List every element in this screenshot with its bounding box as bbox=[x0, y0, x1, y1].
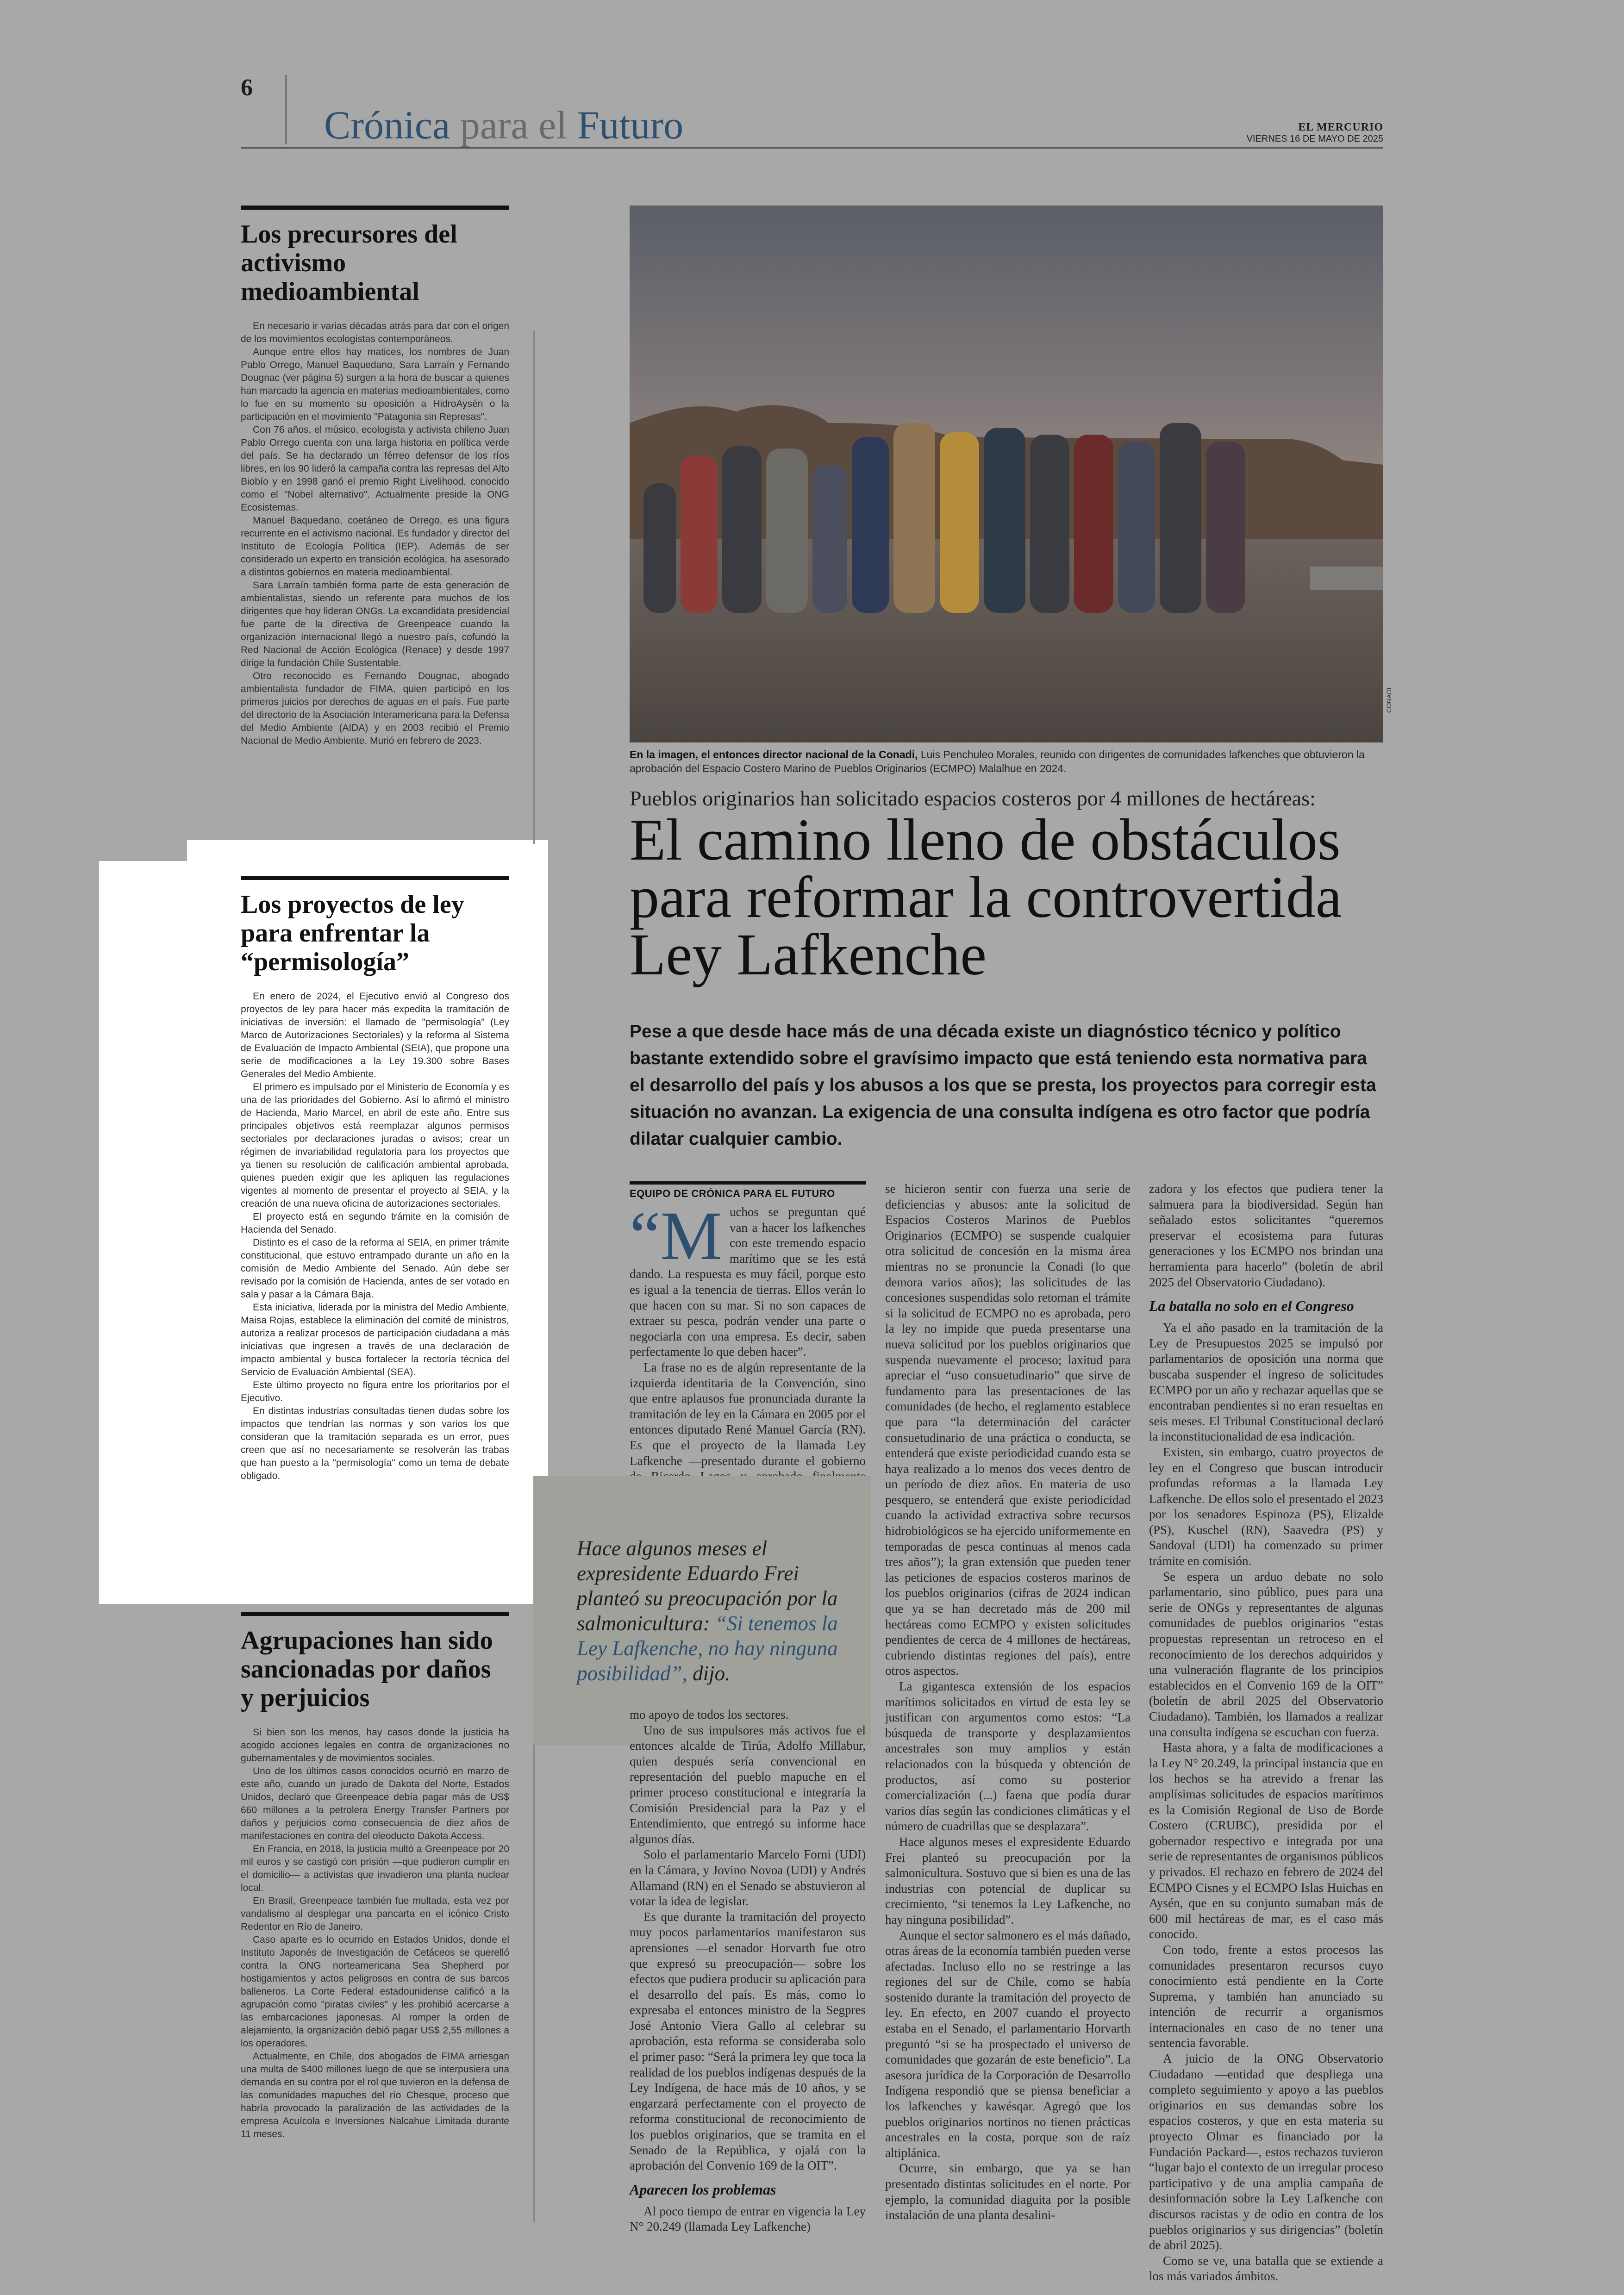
paragraph: Actualmente, en Chile, dos abogados de FIMA arriesgan una multa de $400 millones luego de que se interpusiera una demanda en su contra por el rol que tuvieron en la defensa de las comunidades mapuches del río Chesque, proceso que habría provocado la paralización de las actividades de la empresa Acuícola e Inversiones Nalcahue Limitada durante 11 meses. bbox=[241, 2051, 509, 2139]
paragraph: Ocurre, sin embargo, que ya se han presentado distintas solicitudes en el norte. Por ejemplo, la comunidad diaguita por la posible instalación de una planta desalini- bbox=[885, 2161, 1131, 2222]
paragraph: Existen, sin embargo, cuatro proyectos de ley en el Congreso que buscan introducir profundas reformas a la llamada Ley Lafkenche. De ellos solo el presentado el 2023 por los senadores Espinoza (PS), Elizalde (PS), Kuschel (RN), Saavedra (PS) y Sandoval (UDI) ha comenzado su primer trámite en comisión. bbox=[1149, 1445, 1383, 1568]
body-column-3 bbox=[1149, 1181, 1383, 2283]
column-divider bbox=[533, 331, 535, 844]
paragraph: Distinto es el caso de la reforma al SEIA, en primer trámite constitucional, que estuvo entrampado durante un año en la comisión de Medio Ambiente del Senado. Aún debe ser revisado por la comisión de Hacienda, antes de ser votado en sala y pasar a la Cámara Baja. bbox=[241, 1237, 509, 1300]
sidebar-body bbox=[241, 320, 509, 748]
pull-quote-end: dijo. bbox=[687, 1662, 731, 1685]
paragraph: Si bien son los menos, hay casos donde la justicia ha acogido acciones legales en contra de organizaciones no gubernamentales y de movimientos sociales. bbox=[241, 1727, 509, 1764]
sea bbox=[1310, 567, 1383, 590]
section-title-last: Futuro bbox=[577, 103, 684, 147]
photo-caption bbox=[630, 748, 1383, 775]
sidebar-agrupaciones bbox=[241, 1612, 509, 2141]
highlight-panel-notch bbox=[99, 840, 187, 861]
sidebar-body bbox=[241, 1726, 509, 2141]
paragraph: Con 76 años, el músico, ecologista y activista chileno Juan Pablo Orrego cuenta con una larga historia en política verde del país. Se ha declarado un férreo defensor de los ríos libres, en los 90 lideró la campaña contra las represas del Alto Biobío y en 1998 ganó el premio Right Livelihood, conocido como el "Nobel alternativo". Actualmente preside la ONG Ecosistemas. bbox=[241, 424, 509, 513]
article-headline: El camino lleno de obstáculos para reformar la controvertida Ley Lafkenche bbox=[630, 807, 1342, 987]
sidebar-rule bbox=[241, 876, 509, 880]
paragraph: Otro reconocido es Fernando Dougnac, abogado ambientalista fundador de FIMA, quien participó en los primeros juicios por derechos de aguas en el país. Fue parte del directorio de la Asociación Interamericana para la Defensa del Medio Ambiente (AIDA) y en 2003 recibió el Premio Nacional de Medio Ambiente. Murió en febrero de 2023. bbox=[241, 671, 509, 746]
byline: EQUIPO DE CRÓNICA PARA EL FUTURO bbox=[630, 1188, 835, 1199]
sidebar-title: Los precursores del activismo medioambiental bbox=[241, 220, 457, 306]
article-kicker: Pueblos originarios han solicitado espacios costeros por 4 millones de hectáreas: bbox=[630, 786, 1316, 810]
masthead bbox=[1247, 121, 1383, 144]
header-divider bbox=[285, 75, 287, 144]
paragraph: zadora y los efectos que pudiera tener la salmuera para la biodiversidad. Según han señalado estos solicitantes “queremos preservar el ecosistema para futuras generaciones y los ECMPO nos brindan una herramienta para hacerlo” (boletín de abril 2025 del Observatorio Ciudadano). bbox=[1149, 1182, 1383, 1289]
paragraph: Aunque entre ellos hay matices, los nombres de Juan Pablo Orrego, Manuel Baquedano, Sara Larraín y Fernando Dougnac (ver página 5) surgen a la hora de buscar a quienes han marcado la agencia en materias medioambientales, como lo fue en su momento su oposición a HidroAysén o la participación en el movimiento "Patagonia sin Represas". bbox=[241, 347, 509, 422]
caption-lead: En la imagen, el entonces director nacional de la Conadi, bbox=[630, 748, 918, 761]
paragraph: La gigantesca extensión de los espacios marítimos solicitados en virtud de esta ley se justifican con argumentos como estos: “La búsqueda de transporte y desplazamientos ancestrales son muy amplios y están relacionados con la búsqueda y obtención de productos, así como su posterior comercialización (...) faena que podía durar varios días según las condiciones climáticas y el número de cuadrillas que se desplazara”. bbox=[885, 1679, 1131, 1834]
body-column-2 bbox=[885, 1181, 1131, 2226]
subheading: Aparecen los problemas bbox=[630, 2181, 776, 2198]
paragraph: El primero es impulsado por el Ministerio de Economía y es una de las prioridades del Gobierno. Así lo afirmó el ministro de Hacienda, Mario Marcel, en abril de este año. Entre sus principales objetivos está reemplazar algunos permisos sectoriales por declaraciones juradas o avisos; crear un régimen de invariabilidad regulatoria para los proyectos que ya tienen su resolución de calificación ambiental aprobada, quienes pueden exigir que les apliquen las regulaciones vigentes al momento de presentar el proyecto al SEIA, y la creación de una nueva oficina de autorizaciones sectoriales. bbox=[241, 1082, 509, 1209]
group-photo bbox=[630, 206, 1383, 742]
paragraph: Uno de sus impulsores más activos fue el entonces alcalde de Tirúa, Adolfo Millabur, quien después sería convencional en representación del pueblo mapuche en el primer proceso constitucional e integraría la Comisión Presidencial para la Paz y el Entendimiento, que entregó su informe hace algunos días. bbox=[630, 1723, 866, 1846]
photo-credit: CONADI bbox=[1385, 687, 1393, 713]
paragraph: Uno de los últimos casos conocidos ocurrió en marzo de este año, cuando un jurado de Dakota del Norte, Estados Unidos, declaró que Greenpeace debía pagar más de US$ 660 millones a la petrolera Energy Transfer Partners por daños y perjuicios como consecuencia de diez años de manifestaciones en contra del oleoducto Dakota Access. bbox=[241, 1766, 509, 1841]
sidebar-title: Los proyectos de ley para enfrentar la “permisología” bbox=[241, 890, 464, 976]
subheading: La batalla no solo en el Congreso bbox=[1149, 1297, 1354, 1315]
paragraph: Manuel Baquedano, coetáneo de Orrego, es una figura recurrente en el activismo nacional. Es fundador y director del Instituto de Ecología Política (IEP). Además de ser considerado un experto en transición ecológica, ha asesorado a distintos gobiernos en materia medioambiental. bbox=[241, 515, 509, 578]
paragraph: se hicieron sentir con fuerza una serie de deficiencias y abusos: ante la solicitud de Espacios Costeros Marinos de Pueblos Originarios (ECMPO) se suspende cualquier otra solicitud de concesión en la misma área mientras no se pronuncie la Conadi (lo que demora varios años); las solicitudes de las concesiones suspendidas solo retoman el trámite si la solicitud de ECMPO no es aprobada, pero la ley no impide que pueda presentarse una nueva solicitud por los pueblos originarios que suspenda nuevamente el proceso; laxitud para apreciar el “uso consuetudinario” que sirve de fundamento para las presentaciones de las comunidades (de hecho, el reglamento establece que para “la determinación del carácter consuetudinario de una práctica o conducta, se entenderá que existe periodicidad cuando esta se haya realizado a lo menos dos veces dentro de un período de diez años. En materia de uso pesquero, se entenderá que existe periodicidad cuando la actividad extractiva sobre recursos hidrobiológicos se ha ejercido uniformemente en temporadas de pesca continuas al menos cada tres años”); la gran extensión que pueden tener las peticiones de espacios costeros marinos de los pueblos originarios (cifras de 2024 indican que ya se han decretado más de 200 mil hectáreas como ECMPO y existen solicitudes pendientes de cerca de 4 millones de hectáreas, cubriendo distintas regiones del país), entre otros aspectos. bbox=[885, 1182, 1131, 1678]
paragraph: uchos se preguntan qué van a hacer los lafkenches con este tremendo espacio marítimo que se les está dando. La respuesta es muy fácil, porque esto es igual a la tenencia de tierras. Ellos verán lo que hacen con su mar. Si no son capaces de extraer su pesca, podrán vender una parte o negociarla con una empresa. Es decir, saben perfectamente lo que deben hacer”. bbox=[630, 1205, 866, 1359]
paragraph: A juicio de la ONG Observatorio Ciudadano —entidad que despliega una completo seguimiento y apoyo a las pueblos originarios en sus demandas sobre los espacios costeros, y que en esta materia su proyecto Olmar es financiado por la Fundación Packard—, estos rechazos tuvieron “lugar bajo el contexto de un irregular proceso participativo y de una amplia campaña de desinformación sobre la Ley Lafkenche con discursos racistas y de odio en contra de los pueblos originarios y sus dirigencias” (boletín de abril 2025). bbox=[1149, 2052, 1383, 2252]
paragraph: Con todo, frente a estos procesos las comunidades presentaron recursos cuyo conocimiento está pendiente en la Corte Suprema, y también han anunciado su intención de recurrir a organismos internacionales en caso de no tener una sentencia favorable. bbox=[1149, 1942, 1383, 2050]
section-title-first: Crónica bbox=[324, 103, 450, 147]
body-column-1-continued bbox=[630, 1707, 866, 2234]
sidebar-rule bbox=[241, 206, 509, 210]
paragraph: En Francia, en 2018, la justicia multó a Greenpeace por 20 mil euros y se castigó con prisión —que pudieron cumplir en el domicilio— a activistas que invadieron una planta nuclear local. bbox=[241, 1844, 509, 1893]
caption-text: Luis Penchuleo Morales, reunido con dirigentes de comunidades lafkenches que obtuvieron la aprobación del Espacio Costero Marino de Pueblos Originarios (ECMPO) Malalhue en 2024. bbox=[630, 748, 1365, 774]
paragraph: Como se ve, una batalla que se extiende a los más variados ámbitos. bbox=[1149, 2253, 1383, 2283]
pull-quote bbox=[577, 1536, 855, 1686]
paragraph: Es que durante la tramitación del proyecto muy pocos parlamentarios manifestaron sus aprensiones —el senador Horvarth fue otro que expresó su preocupación— sobre los efectos que pudiera producir su aplicación para el desarrollo del país. Es más, como lo expresaba el entonces ministro de la Segpres José Antonio Viera Gallo al celebrar su aprobación, esta reforma se consideraba solo el primer paso: “Será la primera ley que toca la realidad de los pueblos indígenas después de la Ley Indígena, de hace más de 10 años, y se engarzará perfectamente con el proyecto de reforma constitucional de reconocimiento de los pueblos originarios, que se tramita en el Senado de la República, y ojalá con la aprobación del Convenio 169 de la OIT”. bbox=[630, 1909, 866, 2173]
paragraph: Aunque el sector salmonero es el más dañado, otras áreas de la economía también pueden verse afectadas. Incluso ello no se restringe a las regiones del sur de Chile, como se había sostenido durante la tramitación del proyecto de ley. En efecto, en 2007 cuando el proyecto estaba en el Senado, el parlamentario Horvarth preguntó “si se ha prospectado el universo de comunidades que gozarán de este beneficio”. La asesora jurídica de la Corporación de Desarrollo Indígena respondió que se piensa beneficiar a los lafkenches y kawésqar. Agregó que los pueblos originarios nortinos no tienen prácticas ancestrales en la costa, porque son de raíz altiplánica. bbox=[885, 1928, 1131, 2160]
body-column-1 bbox=[630, 1197, 866, 1468]
paragraph: Este último proyecto no figura entre los prioritarios por el Ejecutivo. bbox=[241, 1380, 509, 1403]
header-rule bbox=[241, 147, 1383, 149]
paragraph: En distintas industrias consultadas tienen dudas sobre los impactos que tendrían las normas y son varios los que consideran que la tramitación separada es un error, pues creen que así no necesariamente se resolverán las trabas que han puesto a la "permisología" como un tema de debate obligado. bbox=[241, 1406, 509, 1481]
article-lead: Pese a que desde hace más de una década existe un diagnóstico técnico y político bastante extendido sobre el gravísimo impacto que está teniendo esta normativa para el desarrollo del país y los abusos a los que se presta, los proyectos para corregir esta situación no avanzan. La exigencia de una consulta indígena es otro factor que podría dilatar cualquier cambio. bbox=[630, 1022, 1376, 1149]
paragraph: Solo el parlamentario Marcelo Forni (UDI) en la Cámara, y Jovino Novoa (UDI) y Andrés Allamand (RN) en el Senado se abstuvieron al votar la idea de legislar. bbox=[630, 1847, 866, 1908]
sidebar-rule bbox=[241, 1612, 509, 1616]
paragraph: El proyecto está en segundo trámite en la comisión de Hacienda del Senado. bbox=[241, 1211, 509, 1235]
sidebar-body bbox=[241, 990, 509, 1483]
sidebar-permisologia bbox=[241, 876, 509, 1483]
issue-date: VIERNES 16 DE MAYO DE 2025 bbox=[1246, 134, 1383, 144]
paragraph: Ya el año pasado en la tramitación de la Ley de Presupuestos 2025 se impulsó por parlamentarios de oposición una norma que buscaba suspender el ingreso de solicitudes ECMPO por un año y rechazar aquellas que se encontraban pendientes si no eran resueltas en seis meses. El Tribunal Constitucional declaró la inconstitucionalidad de esa indicación. bbox=[1149, 1321, 1383, 1444]
pull-quote-text: Hace algunos meses el expresidente Eduardo Frei planteó su preocupación por la salmonicultura: bbox=[577, 1537, 838, 1635]
paragraph: Se espera un arduo debate no solo parlamentario, sino público, pues para una serie de ONGs y representantes de algunas comunidades de pueblos originarios “estas propuestas representan un retroceso en el reconocimiento de los derechos adquiridos y una vulneración flagrante de los principios establecidos en el Convenio 169 de la OIT” (boletín de abril 2025 del Observatorio Ciudadano). También, los llamados a realizar una consulta indígena se escuchan con fuerza. bbox=[1149, 1569, 1383, 1739]
paragraph: En Brasil, Greenpeace también fue multada, esta vez por vandalismo al desplegar una pancarta en el icónico Cristo Redentor en Río de Janeiro. bbox=[241, 1896, 509, 1932]
paragraph: Esta iniciativa, liderada por la ministra del Medio Ambiente, Maisa Rojas, establece la eliminación del comité de ministros, autoriza a realizar procesos de participación ciudadana a más iniciativas que ingresen a través de una declaración de impacto ambiental y busca fortalecer la rectoría técnica del Servicio de Evaluación Ambiental (SEA). bbox=[241, 1302, 509, 1378]
paragraph: La frase no es de algún representante de la izquierda identitaria de la Convención, sino que entre aplausos fue pronunciada durante la tramitación de ley en la Cámara en 2005 por el entonces diputado René Manuel García (RN). Es que el proyecto de la llamada Ley Lafkenche —presentado durante el gobierno bbox=[630, 1360, 866, 1468]
drop-cap: “M bbox=[630, 1197, 722, 1274]
column-divider bbox=[533, 1731, 535, 2222]
paper-name: EL MERCURIO bbox=[1298, 121, 1383, 133]
paragraph: Hace algunos meses el expresidente Eduardo Frei planteó su preocupación por la salmonicultura. Sostuvo que si bien es una de las industrias con potencial de duplicar su crecimiento, “si tenemos la Ley Lafkenche, no hay ninguna posibilidad”. bbox=[885, 1834, 1131, 1927]
sidebar-title: Agrupaciones han sido sancionadas por daños y perjuicios bbox=[241, 1626, 493, 1712]
paragraph: Caso aparte es lo ocurrido en Estados Unidos, donde el Instituto Japonés de Investigación de Cetáceos se querelló contra la ONG norteamericana Sea Shepherd por hostigamientos y actos peligrosos en contra de sus barcos balleneros. La Corte Federal estadounidense calificó a la agrupación como "piratas civiles" y les prohibió acercarse a las embarcaciones japonesas. Al romper la orden de alejamiento, la organización debió pagar US$ 2,55 millones a los operadores. bbox=[241, 1934, 509, 2049]
paragraph: Hasta ahora, y a falta de modificaciones a la Ley N° 20.249, la principal instancia que en los hechos se ha atrevido a frenar las amplísimas solicitudes de espacios marítimos es la Comisión Regional de Uso de Borde Costero (CRUBC), presidida por el gobernador respectivo e integrada por una serie de representantes de organismos públicos y privados. El rechazo en febrero de 2024 del ECMPO Cisnes y el ECMPO Islas Huichas en Aysén, que en su conjunto sumaban más de 600 mil hectáreas de mar, es el caso más conocido. bbox=[1149, 1740, 1383, 1941]
sidebar-precursores bbox=[241, 206, 509, 748]
paragraph: En enero de 2024, el Ejecutivo envió al Congreso dos proyectos de ley para hacer más expedita la tramitación de iniciativas de inversión: el llamado de "permisología" (Ley Marco de Autorizaciones Sectoriales) y la reforma al Sistema de Evaluación de Impacto Ambiental (SEIA), que propone una serie de modificaciones a la Ley 19.300 sobre Bases Generales del Medio Ambiente. bbox=[241, 991, 509, 1079]
byline-rule bbox=[630, 1181, 866, 1185]
paragraph: Al poco tiempo de entrar en vigencia la Ley N° 20.249 (llamada Ley Lafkenche) bbox=[630, 2204, 866, 2234]
section-title bbox=[324, 102, 683, 148]
paragraph: Sara Larraín también forma parte de esta generación de ambientalistas, siendo un referente para muchos de los dirigentes que hoy lideran ONGs. La excandidata presidencial fue parte de la directiva de Greenpeace cuando la organización internacional llegó a nuestro país, cofundó la Red Nacional de Acción Ecológica (Renace) y desde 1997 dirige la fundación Chile Sustentable. bbox=[241, 580, 509, 668]
paragraph: mo apoyo de todos los sectores. bbox=[630, 1708, 789, 1721]
section-title-middle: para el bbox=[460, 103, 568, 147]
page-number: 6 bbox=[241, 75, 253, 101]
pull-quote-highlight: “Si tenemos la Ley Lafkenche, no hay ninguna posibilidad”, bbox=[577, 1612, 838, 1685]
paragraph: En necesario ir varias décadas atrás para dar con el origen de los movimientos ecologistas contemporáneos. bbox=[241, 321, 509, 344]
